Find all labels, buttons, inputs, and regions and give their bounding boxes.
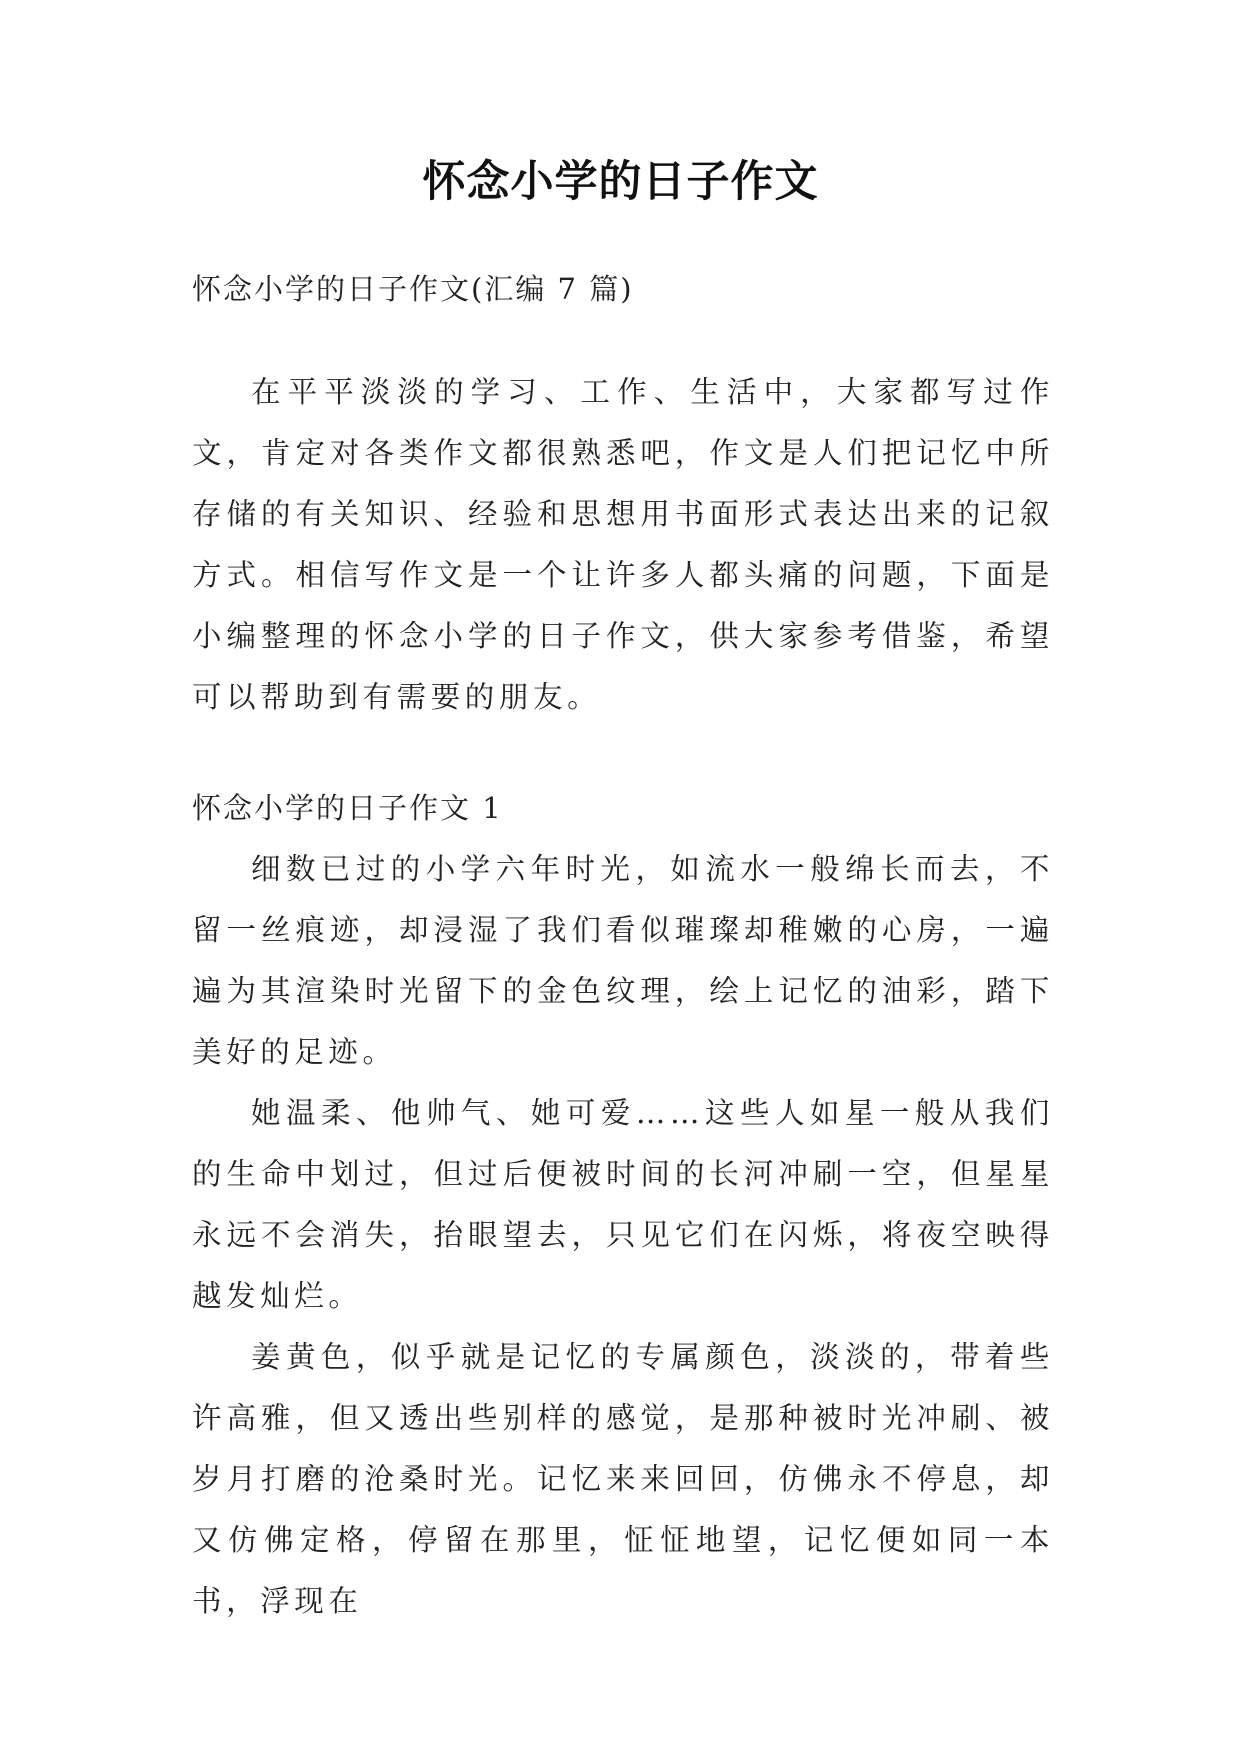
body-paragraph: 她温柔、他帅气、她可爱……这些人如星一般从我们的生命中划过，但过后便被时间的长河冲刷一空，但星星永远不会消失，抬眼望去，只见它们在闪烁，将夜空映得越发灿烂。 bbox=[192, 1096, 1054, 1313]
document-body bbox=[192, 268, 1054, 1632]
section-heading: 怀念小学的日子作文 1 bbox=[192, 791, 503, 825]
intro-paragraph: 在平平淡淡的学习、工作、生活中，大家都写过作文，肯定对各类作文都很熟悉吧，作文是人们把记忆中所存储的有关知识、经验和思想用书面形式表达出来的记叙方式。相信写作文是一个让许多人都头痛的问题，下面是小编整理的怀念小学的日子作文，供大家参考借鉴，希望可以帮助到有需要的朋友。 bbox=[192, 375, 1054, 714]
document-title: 怀念小学的日子作文 bbox=[422, 157, 819, 207]
body-paragraph: 姜黄色，似乎就是记忆的专属颜色，淡淡的，带着些许高雅，但又透出些别样的感觉，是那种被时光冲刷、被岁月打磨的沧桑时光。记忆来来回回，仿佛永不停息，却又仿佛定格，停留在那里，怔怔地望，记忆便如同一本书，浮现在 bbox=[192, 1340, 1054, 1618]
body-paragraph: 细数已过的小学六年时光，如流水一般绵长而去，不留一丝痕迹，却浸湿了我们看似璀璨却稚嫩的心房，一遍遍为其渲染时光留下的金色纹理，绘上记忆的油彩，踏下美好的足迹。 bbox=[192, 852, 1054, 1069]
document-subtitle: 怀念小学的日子作文(汇编 7 篇) bbox=[192, 272, 634, 306]
